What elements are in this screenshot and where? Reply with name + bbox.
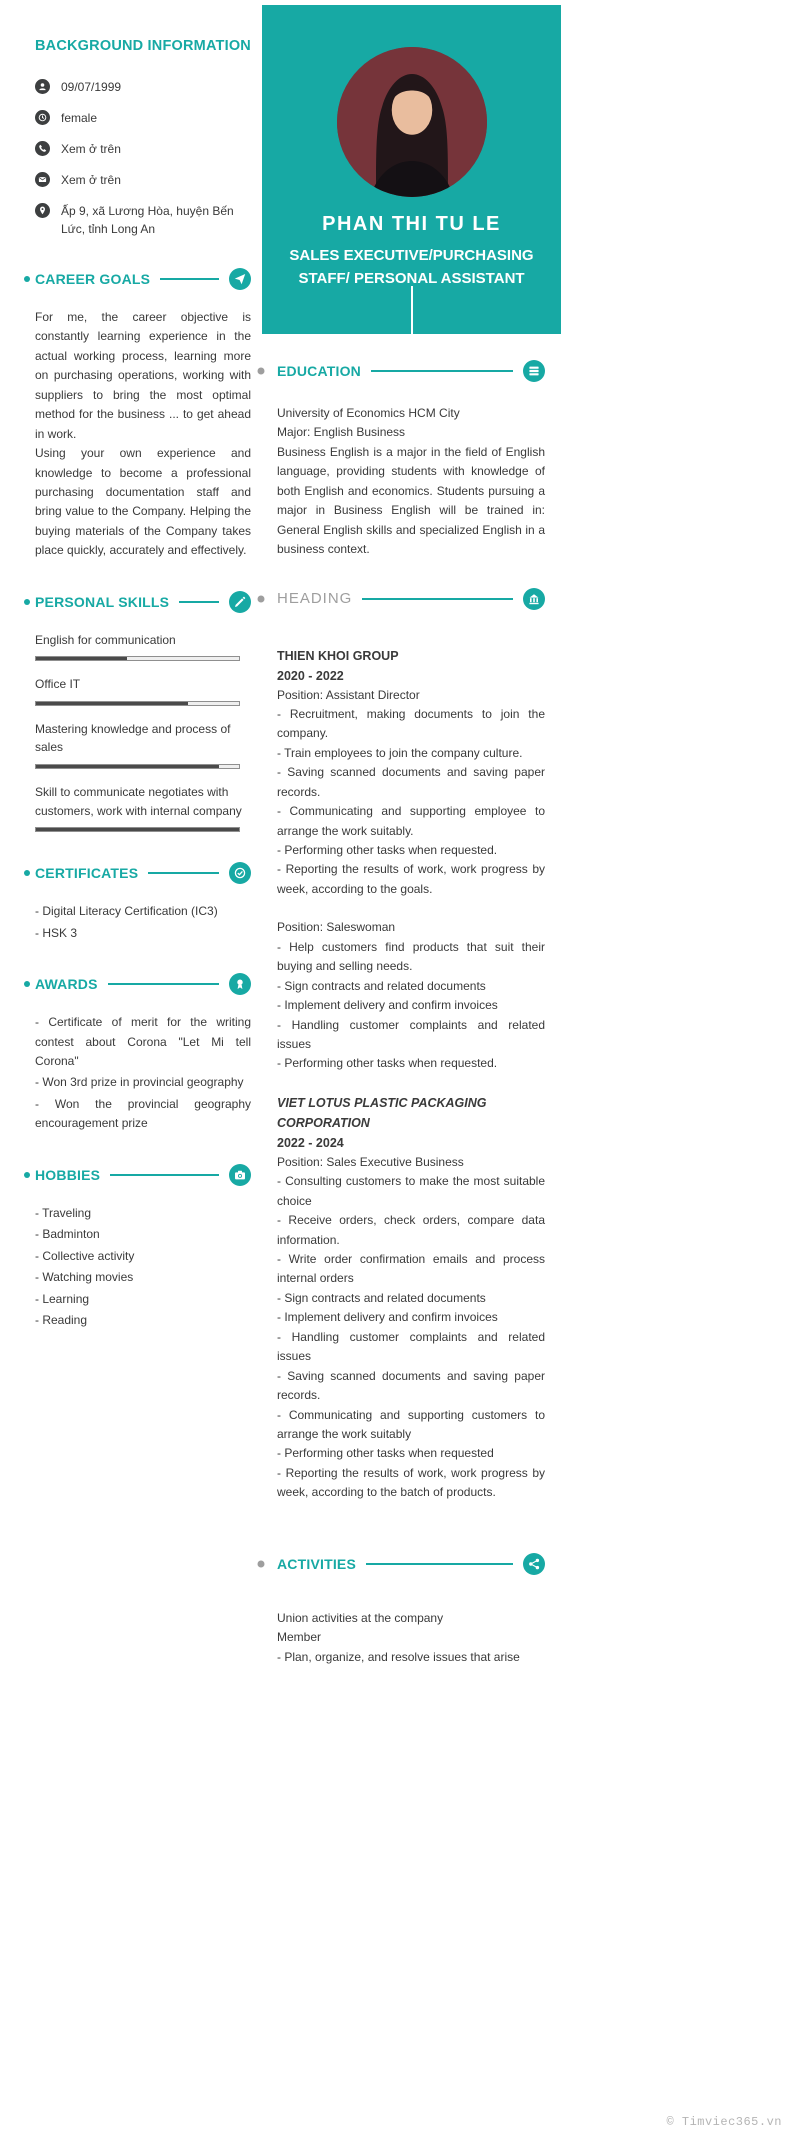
skills-list: [35, 631, 251, 833]
left-column: [35, 38, 251, 1332]
skill-item: [35, 675, 251, 706]
duty-item: - Recruitment, making documents to join the company.: [277, 706, 545, 741]
hobby-item: - Learning: [35, 1291, 90, 1306]
hobbies-title: HOBBIES: [35, 1166, 101, 1183]
camera-icon: [229, 1164, 251, 1186]
employment-period: 2022 - 2024: [277, 1135, 344, 1150]
info-text: female: [61, 111, 98, 125]
activity-line: Member: [277, 1630, 322, 1645]
education-description: Business English is a major in the field of English language, providing students with knowledge of both English and economics. Students pursuing a major in Business English will be trained in: General English skills and specialized English in a business context.: [277, 444, 545, 557]
career-goals-paragraph: For me, the career objective is constantly learning experience in the actual working process, learning more on purchasing operations, working with suppliers to bring the most optimal method for the business ... to get ahead in work.: [35, 310, 251, 441]
experience-heading: [277, 588, 545, 610]
award-item: - Certificate of merit for the writing contest about Corona "Let Mi tell Corona": [35, 1015, 251, 1068]
certificates-title: CERTIFICATES: [35, 865, 139, 882]
paper-plane-icon: [229, 268, 251, 290]
user-icon: [35, 79, 50, 94]
skill-label: Office IT: [35, 677, 81, 692]
info-text: 09/07/1999: [61, 80, 122, 94]
education-heading: [277, 360, 545, 382]
experience-title: HEADING: [277, 590, 353, 607]
heading-rule: [366, 1563, 513, 1565]
person-name: PHAN THI TU LE: [322, 213, 501, 235]
skill-bar-fill: [36, 702, 188, 705]
hobby-item: - Collective activity: [35, 1248, 135, 1263]
section-dot: [24, 870, 30, 876]
duty-item: - Performing other tasks when requested.: [277, 843, 498, 857]
background-information-title: BACKGROUND INFORMATION: [35, 38, 251, 54]
awards-heading: [35, 973, 251, 995]
skill-bar-track: [35, 827, 240, 832]
career-goals-heading: [35, 268, 251, 290]
activities-title: ACTIVITIES: [277, 1555, 357, 1572]
skill-label: Skill to communicate negotiates with customers, work with internal company: [35, 785, 242, 818]
position-title: Position: Saleswoman: [277, 920, 396, 935]
hobby-item: - Badminton: [35, 1227, 100, 1242]
heading-rule: [371, 370, 513, 372]
duty-item: - Communicating and supporting employee to arrange the work suitably.: [277, 804, 545, 838]
role: [277, 686, 545, 900]
skill-bar-track: [35, 656, 240, 661]
duty-item: - Train employees to join the company culture.: [277, 745, 523, 760]
info-row-phone: [35, 140, 251, 158]
timeline-dot: [258, 368, 265, 375]
hobby-item: - Reading: [35, 1312, 88, 1327]
duty-item: - Sign contracts and related documents: [277, 978, 486, 993]
duty-item: - Reporting the results of work, work progress by week, according to the goals.: [277, 862, 545, 896]
right-column: [277, 360, 545, 1667]
duty-item: - Consulting customers to make the most suitable choice: [277, 1174, 545, 1208]
background-information-list: [35, 78, 251, 238]
heading-rule: [179, 601, 219, 603]
experience-entry: [277, 1093, 545, 1503]
timeline-dot: [258, 1560, 265, 1567]
skill-label: English for communication: [35, 632, 176, 647]
hobby-item: - Traveling: [35, 1205, 92, 1220]
experience-entry: [277, 646, 545, 1074]
company-name: VIET LOTUS PLASTIC PACKAGING CORPORATION: [277, 1095, 487, 1130]
award-item: - Won 3rd prize in provincial geography: [35, 1075, 244, 1090]
duty-item: - Reporting the results of work, work progress by week, according to the batch of products.: [277, 1465, 545, 1500]
skill-bar-track: [35, 701, 240, 706]
info-row-gender: [35, 109, 251, 127]
heading-rule: [108, 983, 219, 985]
company-name: THIEN KHOI GROUP: [277, 648, 399, 663]
info-text: Xem ở trên: [61, 142, 121, 156]
activity-line: Union activities at the company: [277, 1610, 444, 1625]
duty-item: - Write order confirmation emails and process internal orders: [277, 1252, 545, 1286]
education-title: EDUCATION: [277, 363, 361, 379]
skill-item: [35, 783, 251, 832]
duty-item: - Receive orders, check orders, compare data information.: [277, 1213, 545, 1247]
duty-item: - Implement delivery and confirm invoices: [277, 998, 498, 1013]
books-icon: [523, 360, 545, 382]
vertical-divider: [411, 286, 413, 334]
section-dot: [24, 599, 30, 605]
info-text: Ấp 9, xã Lương Hòa, huyện Bến Lức, tỉnh Long An: [61, 204, 234, 236]
personal-skills-title: PERSONAL SKILLS: [35, 593, 170, 610]
position-title: Position: Sales Executive Business: [277, 1154, 464, 1169]
duty-item: - Help customers find products that suit their buying and selling needs.: [277, 939, 545, 974]
pencil-icon: [229, 591, 251, 613]
certificates-list: [35, 902, 251, 943]
duty-item: - Handling customer complaints and related issues: [277, 1017, 545, 1051]
heading-rule: [362, 598, 513, 600]
position-title: Position: Assistant Director: [277, 687, 420, 702]
hobbies-heading: [35, 1164, 251, 1186]
duty-item: - Saving scanned documents and saving paper records.: [277, 1368, 545, 1403]
clock-icon: [35, 110, 50, 125]
skill-item: [35, 631, 251, 662]
profile-header: [262, 5, 561, 334]
profile-photo: [337, 47, 487, 197]
heading-rule: [160, 278, 219, 280]
activities-body: [277, 1609, 545, 1667]
role: [277, 918, 545, 1074]
timeline-dot: [258, 595, 265, 602]
certificates-heading: [35, 862, 251, 884]
heading-rule: [148, 872, 219, 874]
section-dot: [24, 981, 30, 987]
skill-item: [35, 720, 251, 769]
phone-icon: [35, 141, 50, 156]
awards-list: [35, 1013, 251, 1134]
education-body: [277, 404, 545, 560]
personal-skills-heading: [35, 591, 251, 613]
role: [277, 1153, 545, 1503]
skill-bar-fill: [36, 765, 219, 768]
award-item: - Won the provincial geography encouragement prize: [35, 1096, 251, 1131]
mail-icon: [35, 172, 50, 187]
job-title: SALES EXECUTIVE/PURCHASING STAFF/ PERSONAL ASSISTANT: [289, 247, 534, 287]
awards-title: AWARDS: [35, 976, 98, 993]
medal-icon: [229, 973, 251, 995]
info-row-address: [35, 202, 251, 238]
info-row-email: [35, 171, 251, 189]
activity-line: - Plan, organize, and resolve issues that arise: [277, 1649, 520, 1664]
skill-bar-track: [35, 764, 240, 769]
building-icon: [523, 588, 545, 610]
section-dot: [24, 276, 30, 282]
hobbies-list: [35, 1204, 251, 1331]
skill-label: Mastering knowledge and process of sales: [35, 721, 231, 755]
certificate-item: - HSK 3: [35, 925, 78, 940]
duty-item: - Communicating and supporting customers to arrange the work suitably: [277, 1407, 545, 1441]
location-pin-icon: [35, 203, 50, 218]
duty-item: - Performing other tasks when requested: [277, 1446, 494, 1461]
hobby-item: - Watching movies: [35, 1270, 134, 1285]
duty-item: - Implement delivery and confirm invoices: [277, 1310, 498, 1325]
education-school: University of Economics HCM City: [277, 406, 460, 420]
duty-item: - Handling customer complaints and related issues: [277, 1329, 545, 1364]
info-row-birthdate: [35, 78, 251, 96]
share-icon: [523, 1553, 545, 1575]
heading-rule: [110, 1174, 219, 1176]
watermark: © Timviec365.vn: [666, 2115, 782, 2129]
education-major: Major: English Business: [277, 425, 406, 440]
info-text: Xem ở trên: [61, 173, 121, 187]
activities-heading: [277, 1553, 545, 1575]
skill-bar-fill: [36, 657, 127, 660]
duty-item: - Sign contracts and related documents: [277, 1290, 486, 1305]
certificate-item: - Digital Literacy Certification (IC3): [35, 904, 218, 919]
duty-item: - Saving scanned documents and saving paper records.: [277, 765, 545, 799]
skill-bar-fill: [36, 828, 239, 831]
check-ring-icon: [229, 862, 251, 884]
employment-period: 2020 - 2022: [277, 668, 344, 683]
duty-item: - Performing other tasks when requested.: [277, 1056, 498, 1071]
career-goals-paragraph: Using your own experience and knowledge to become a professional purchasing documentation staff and bring value to the Company. Helping the buying materials of the Company takes place quickly, accurately and effectively.: [35, 446, 251, 558]
career-goals-title: CAREER GOALS: [35, 271, 151, 287]
section-dot: [24, 1172, 30, 1178]
